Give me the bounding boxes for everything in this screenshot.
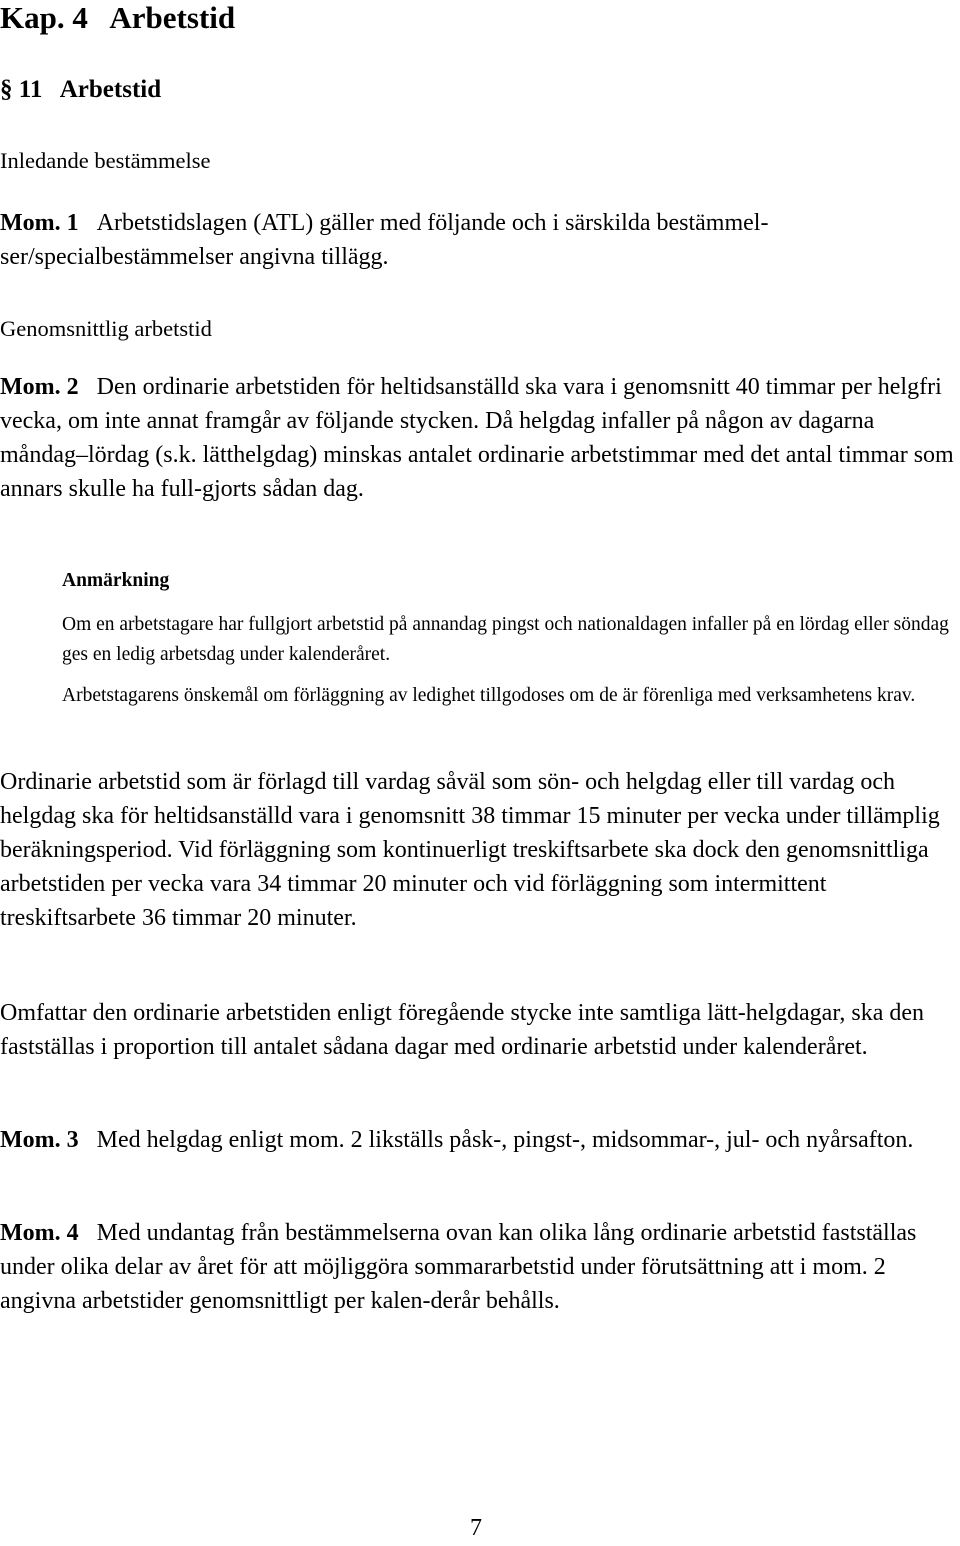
mom-3-paragraph — [0, 1123, 958, 1157]
mom-4-paragraph — [0, 1216, 958, 1318]
mom-4-label: Mom. 4 — [0, 1220, 79, 1246]
chapter-heading — [0, 0, 235, 36]
note-paragraph-2: Arbetstagarens önskemål om förläggning av ledighet tillgodoses om de är förenliga med verksamhetens krav. — [62, 685, 916, 706]
mom-2-text: Den ordinarie arbetstiden för heltidsanställd ska vara i genomsnitt 40 timmar per helgfri vecka, om inte annat framgår av följande stycken. Då helgdag infaller på någon av dagarna måndag–lördag (s.k. lätthelgdag) minskas antalet ordinarie arbetstimmar med det antal timmar som annars skulle ha full-gjorts sådan dag. — [0, 374, 954, 502]
chapter-number: Kap. 4 — [0, 0, 88, 35]
section-title: Arbetstid — [59, 76, 162, 103]
body-paragraph-2: Omfattar den ordinarie arbetstiden enligt föregående stycke inte samtliga lätt-helgdagar, ska den fastställas i proportion till antalet sådana dagar med ordinarie arbetstid under kalenderåret. — [0, 1000, 925, 1060]
mom-4-text: Med undantag från bestämmelserna ovan kan olika lång ordinarie arbetstid fastställas under olika delar av året för att möjliggöra sommararbetstid under förutsättning att i mom. 2 angivna arbetstider genomsnittligt per kalen-derår behålls. — [0, 1220, 917, 1314]
mom-2-paragraph — [0, 370, 958, 506]
section-symbol: § — [0, 76, 13, 103]
subheading-genomsnittlig: Genomsnittlig arbetstid — [0, 316, 212, 341]
mom-2-label: Mom. 2 — [0, 374, 79, 400]
section-heading — [0, 74, 161, 106]
mom-3-label: Mom. 3 — [0, 1127, 79, 1153]
mom-3-text: Med helgdag enligt mom. 2 likställs påsk-, pingst-, midsommar-, jul- och nyårsafton. — [96, 1127, 914, 1153]
mom-1-label: Mom. 1 — [0, 210, 79, 236]
subheading-inledande: Inledande bestämmelse — [0, 148, 211, 173]
section-number: 11 — [18, 76, 43, 103]
mom-1-text: Arbetstidslagen (ATL) gäller med följande och i särskilda bestämmel-ser/specialbestämmelser angivna tillägg. — [0, 210, 769, 270]
mom-1-paragraph — [0, 206, 958, 274]
chapter-title: Arbetstid — [109, 0, 236, 35]
note-paragraph-1: Om en arbetstagare har fullgjort arbetstid på annandag pingst och nationaldagen infaller på en lördag eller söndag ges en ledig arbetsdag under kalenderåret. — [62, 614, 949, 665]
body-paragraph-1: Ordinarie arbetstid som är förlagd till vardag såväl som sön- och helgdag eller till vardag och helgdag ska för heltidsanställd vara i genomsnitt 38 timmar 15 minuter per vecka under tillämplig beräkningsperiod. Vid förläggning som kontinuerligt treskiftsarbete ska dock den genomsnittliga arbetstiden per vecka vara 34 timmar 20 minuter och vid förläggning som intermittent treskiftsarbete 36 timmar 20 minuter. — [0, 769, 940, 931]
page-number: 7 — [470, 1515, 482, 1541]
note-title: Anmärkning — [62, 570, 170, 591]
